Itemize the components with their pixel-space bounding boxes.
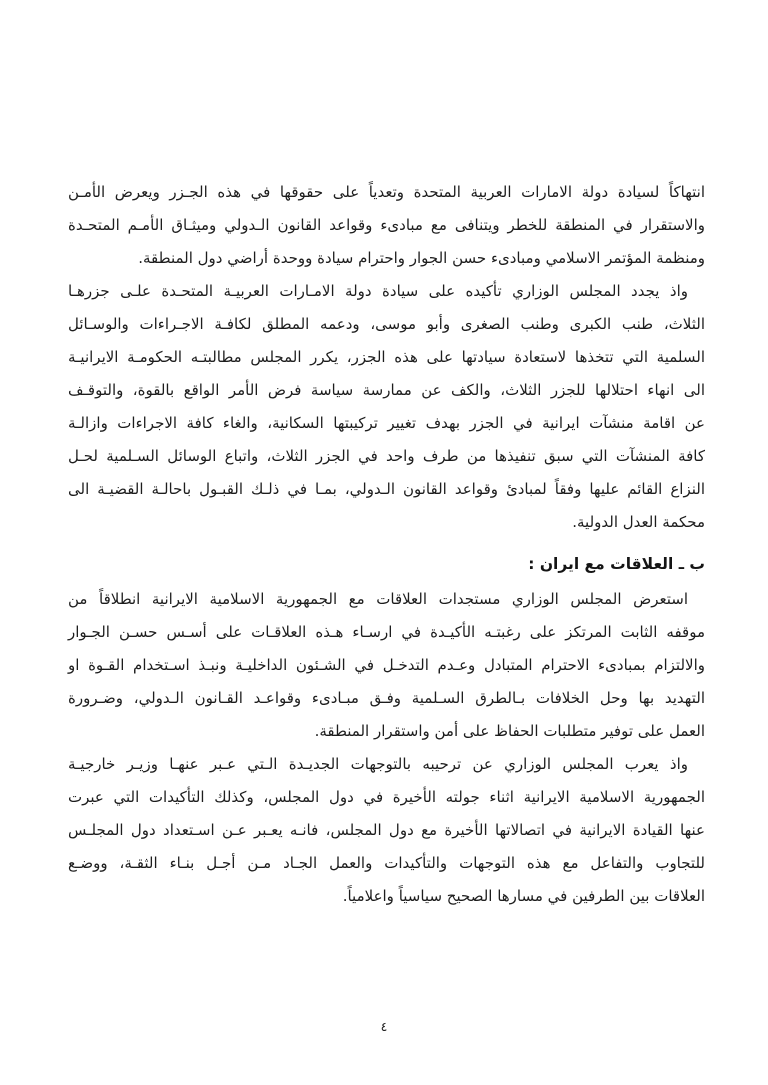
text-line: للتجاوب والتفاعل مع هذه التوجهات والتأكيدات والعمل الجـاد مـن أجـل بنـاء الثقـة، ووضـع (68, 854, 705, 872)
text-line: الثلاث، طنب الكبرى وطنب الصغرى وأبو موسى، ودعمه المطلق لكافـة الاجـراءات والوسـائل (68, 315, 705, 333)
text-line: محكمة العدل الدولية. (572, 513, 705, 531)
text-line: والالتزام بمبادىء الاحترام المتبادل وعـدم التدخـل في الشـئون الداخليـة ونبـذ اسـتخدام القـوة او (68, 656, 705, 674)
text-line: موقفه الثابت المرتكز على رغبتـه الأكيـدة في ارسـاء هـذه العلاقـات على أسـس حسـن الجـوار (68, 623, 705, 641)
text-line: العلاقات بين الطرفين في مسارها الصحيح سياسياً واعلامياً. (342, 887, 705, 905)
text-line: العمل على توفير متطلبات الحفاظ على أمن واستقرار المنطقة. (314, 722, 705, 740)
text-line: السلمية التي تتخذها لاستعادة سيادتها على هذه الجزر، يكرر المجلس مطالبتـه الحكومـة الايرانيـة (68, 348, 705, 366)
text-line: عن اقامة منشآت ايرانية في الجزر بهدف تغيير تركيبتها السكانية، والغاء كافة الاجراءات وازالـة (68, 414, 705, 432)
paragraph-continuation (68, 176, 705, 275)
paragraph-welcome-new-orientations (68, 748, 705, 913)
paragraph-relations-review (68, 583, 705, 748)
text-line: واذ يعرب المجلس الوزاري عن ترحيبه بالتوجهات الجديـدة الـتي عـبر عنهـا وزيـر خارجيـة (68, 755, 688, 773)
text-line: واذ يجدد المجلس الوزاري تأكيده على سيادة دولة الامـارات العربيـة المتحـدة علـى جزرهـا (68, 282, 688, 300)
text-line: النزاع القائم عليها وفقاً لمبادئ وقواعد القانون الـدولي، بمـا في ذلـك القبـول باحالـة القضيـة الى (68, 480, 705, 498)
text-line: الجمهورية الاسلامية الايرانية اثناء جولته الأخيرة في دول المجلس، وكذلك التأكيدات التي عبرت (68, 788, 705, 806)
text-line: استعرض المجلس الوزاري مستجدات العلاقات مع الجمهورية الاسلامية الايرانية انطلاقاً من (68, 590, 688, 608)
paragraph-sovereignty-reaffirmation (68, 275, 705, 539)
text-line: ومنظمة المؤتمر الاسلامي ومبادىء حسن الجوار واحترام سيادة ووحدة أراضي دول المنطقة. (138, 249, 705, 267)
text-line: كافة المنشآت التي سبق تنفيذها من طرف واحد في الجزر الثلاث، واتباع الوسائل السـلمية لحـل (68, 447, 705, 465)
text-line: والاستقرار في المنطقة للخطر ويتنافى مع مبادىء وقواعد القانون الـدولي وميثـاق الأمـم المتحـدة (68, 216, 705, 234)
text-line: عنها القيادة الايرانية في اتصالاتها الأخيرة مع دول المجلس، فانـه يعـبر عـن اسـتعداد دول المجلـس (68, 821, 705, 839)
page-number: ٤ (380, 1019, 388, 1034)
text-line: الى انهاء احتلالها للجزر الثلاث، والكف عن ممارسة سياسة فرض الأمر الواقع بالقوة، والتوقـف (68, 381, 705, 399)
text-line: التهديد بها وحل الخلافات بـالطرق السـلمية وفـق مبـادىء وقواعـد القـانون الـدولي، وضـرورة (68, 689, 705, 707)
text-column (68, 176, 705, 913)
text-line: انتهاكاً لسيادة دولة الامارات العربية المتحدة وتعدياً على حقوقها في هذه الجـزر ويعرض الأمـن (68, 183, 705, 201)
section-heading-relations-with-iran: ب ـ العلاقات مع ايران : (528, 555, 705, 573)
